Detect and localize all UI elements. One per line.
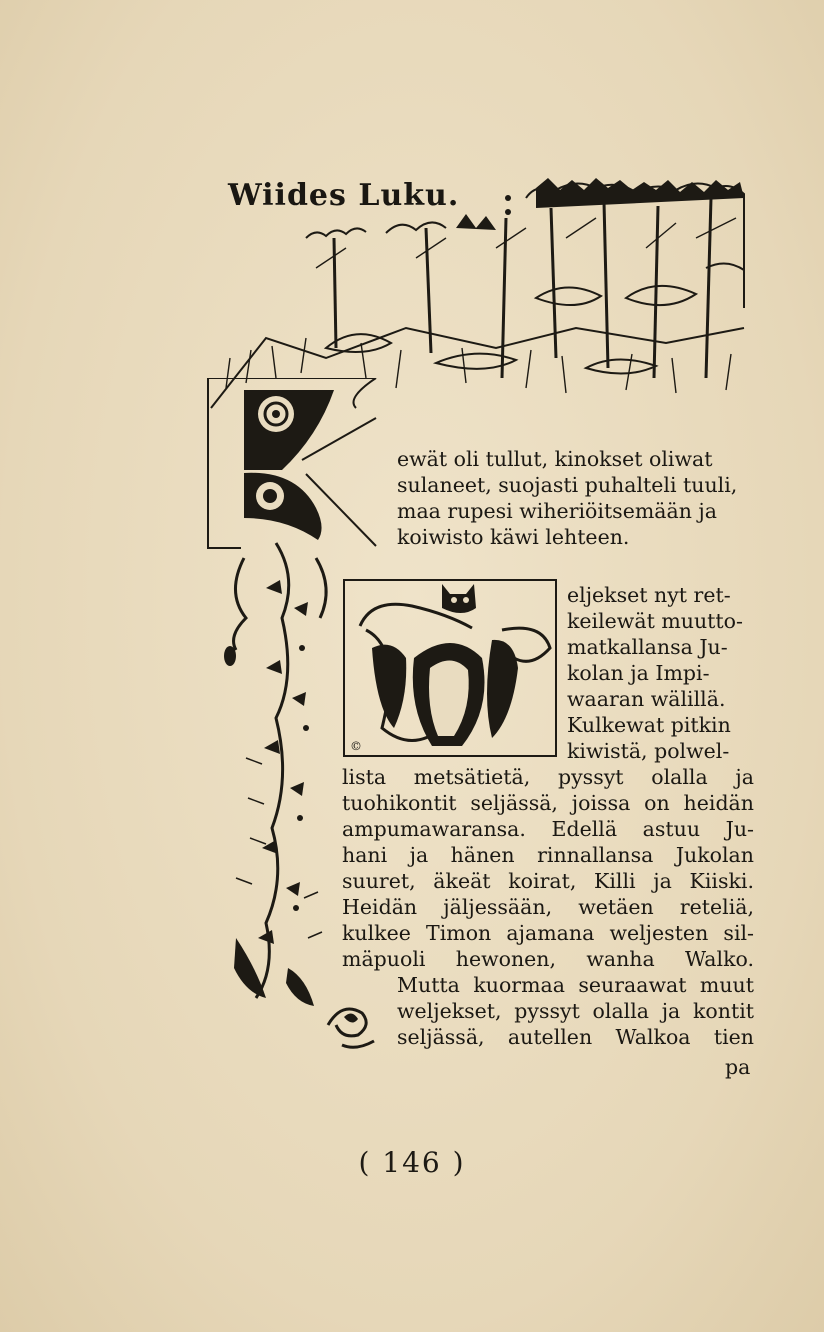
catchword: pa: [725, 1055, 751, 1079]
text-line: ampumawaransa. Edellä astuu Ju-: [342, 817, 754, 841]
text-line: mäpuoli hewonen, wanha Walko.: [342, 947, 754, 971]
text-line: Mutta kuormaa seuraawat muut: [397, 973, 754, 997]
text-line: tuohikontit seljässä, joissa on heidän: [342, 791, 754, 815]
text-line: sulaneet, suojasti puhalteli tuuli,: [397, 473, 738, 497]
text-line: kiwistä, polwel-: [567, 739, 730, 763]
text-line: keilewät muutto-: [567, 609, 743, 633]
text-line: waaran wälillä.: [567, 687, 726, 711]
text-line: eljekset nyt ret-: [567, 583, 731, 607]
text-line: seljässä, autellen Walkoa tien: [397, 1025, 754, 1049]
text-line: lista metsätietä, pyssyt olalla ja: [342, 765, 754, 789]
text-line: ewät oli tullut, kinokset oliwat: [397, 447, 713, 471]
text-line: maa rupesi wiheriöitsemään ja: [397, 499, 718, 523]
text-line: hani ja hänen rinnallansa Jukolan: [342, 843, 754, 867]
svg-text:©: ©: [350, 739, 362, 753]
text-line: kolan ja Impi-: [567, 661, 710, 685]
text-line: suuret, äkeät koirat, Killi ja Kiiski.: [342, 869, 754, 893]
text-line: weljekset, pyssyt olalla ja kontit: [397, 999, 754, 1023]
text-line: kulkee Timon ajamana weljesten sil-: [342, 921, 754, 945]
text-line: Heidän jäljessään, wetäen reteliä,: [342, 895, 754, 919]
text-line: matkallansa Ju-: [567, 635, 728, 659]
text-line: koiwisto käwi lehteen.: [397, 525, 630, 549]
page-number: ( 146 ): [358, 1146, 466, 1179]
chapter-title: Wiides Luku.: [228, 178, 460, 213]
ornamental-initial-w-with-cat: [342, 578, 560, 758]
text-line: Kulkewat pitkin: [567, 713, 731, 737]
leaf-ornament: [322, 995, 382, 1055]
